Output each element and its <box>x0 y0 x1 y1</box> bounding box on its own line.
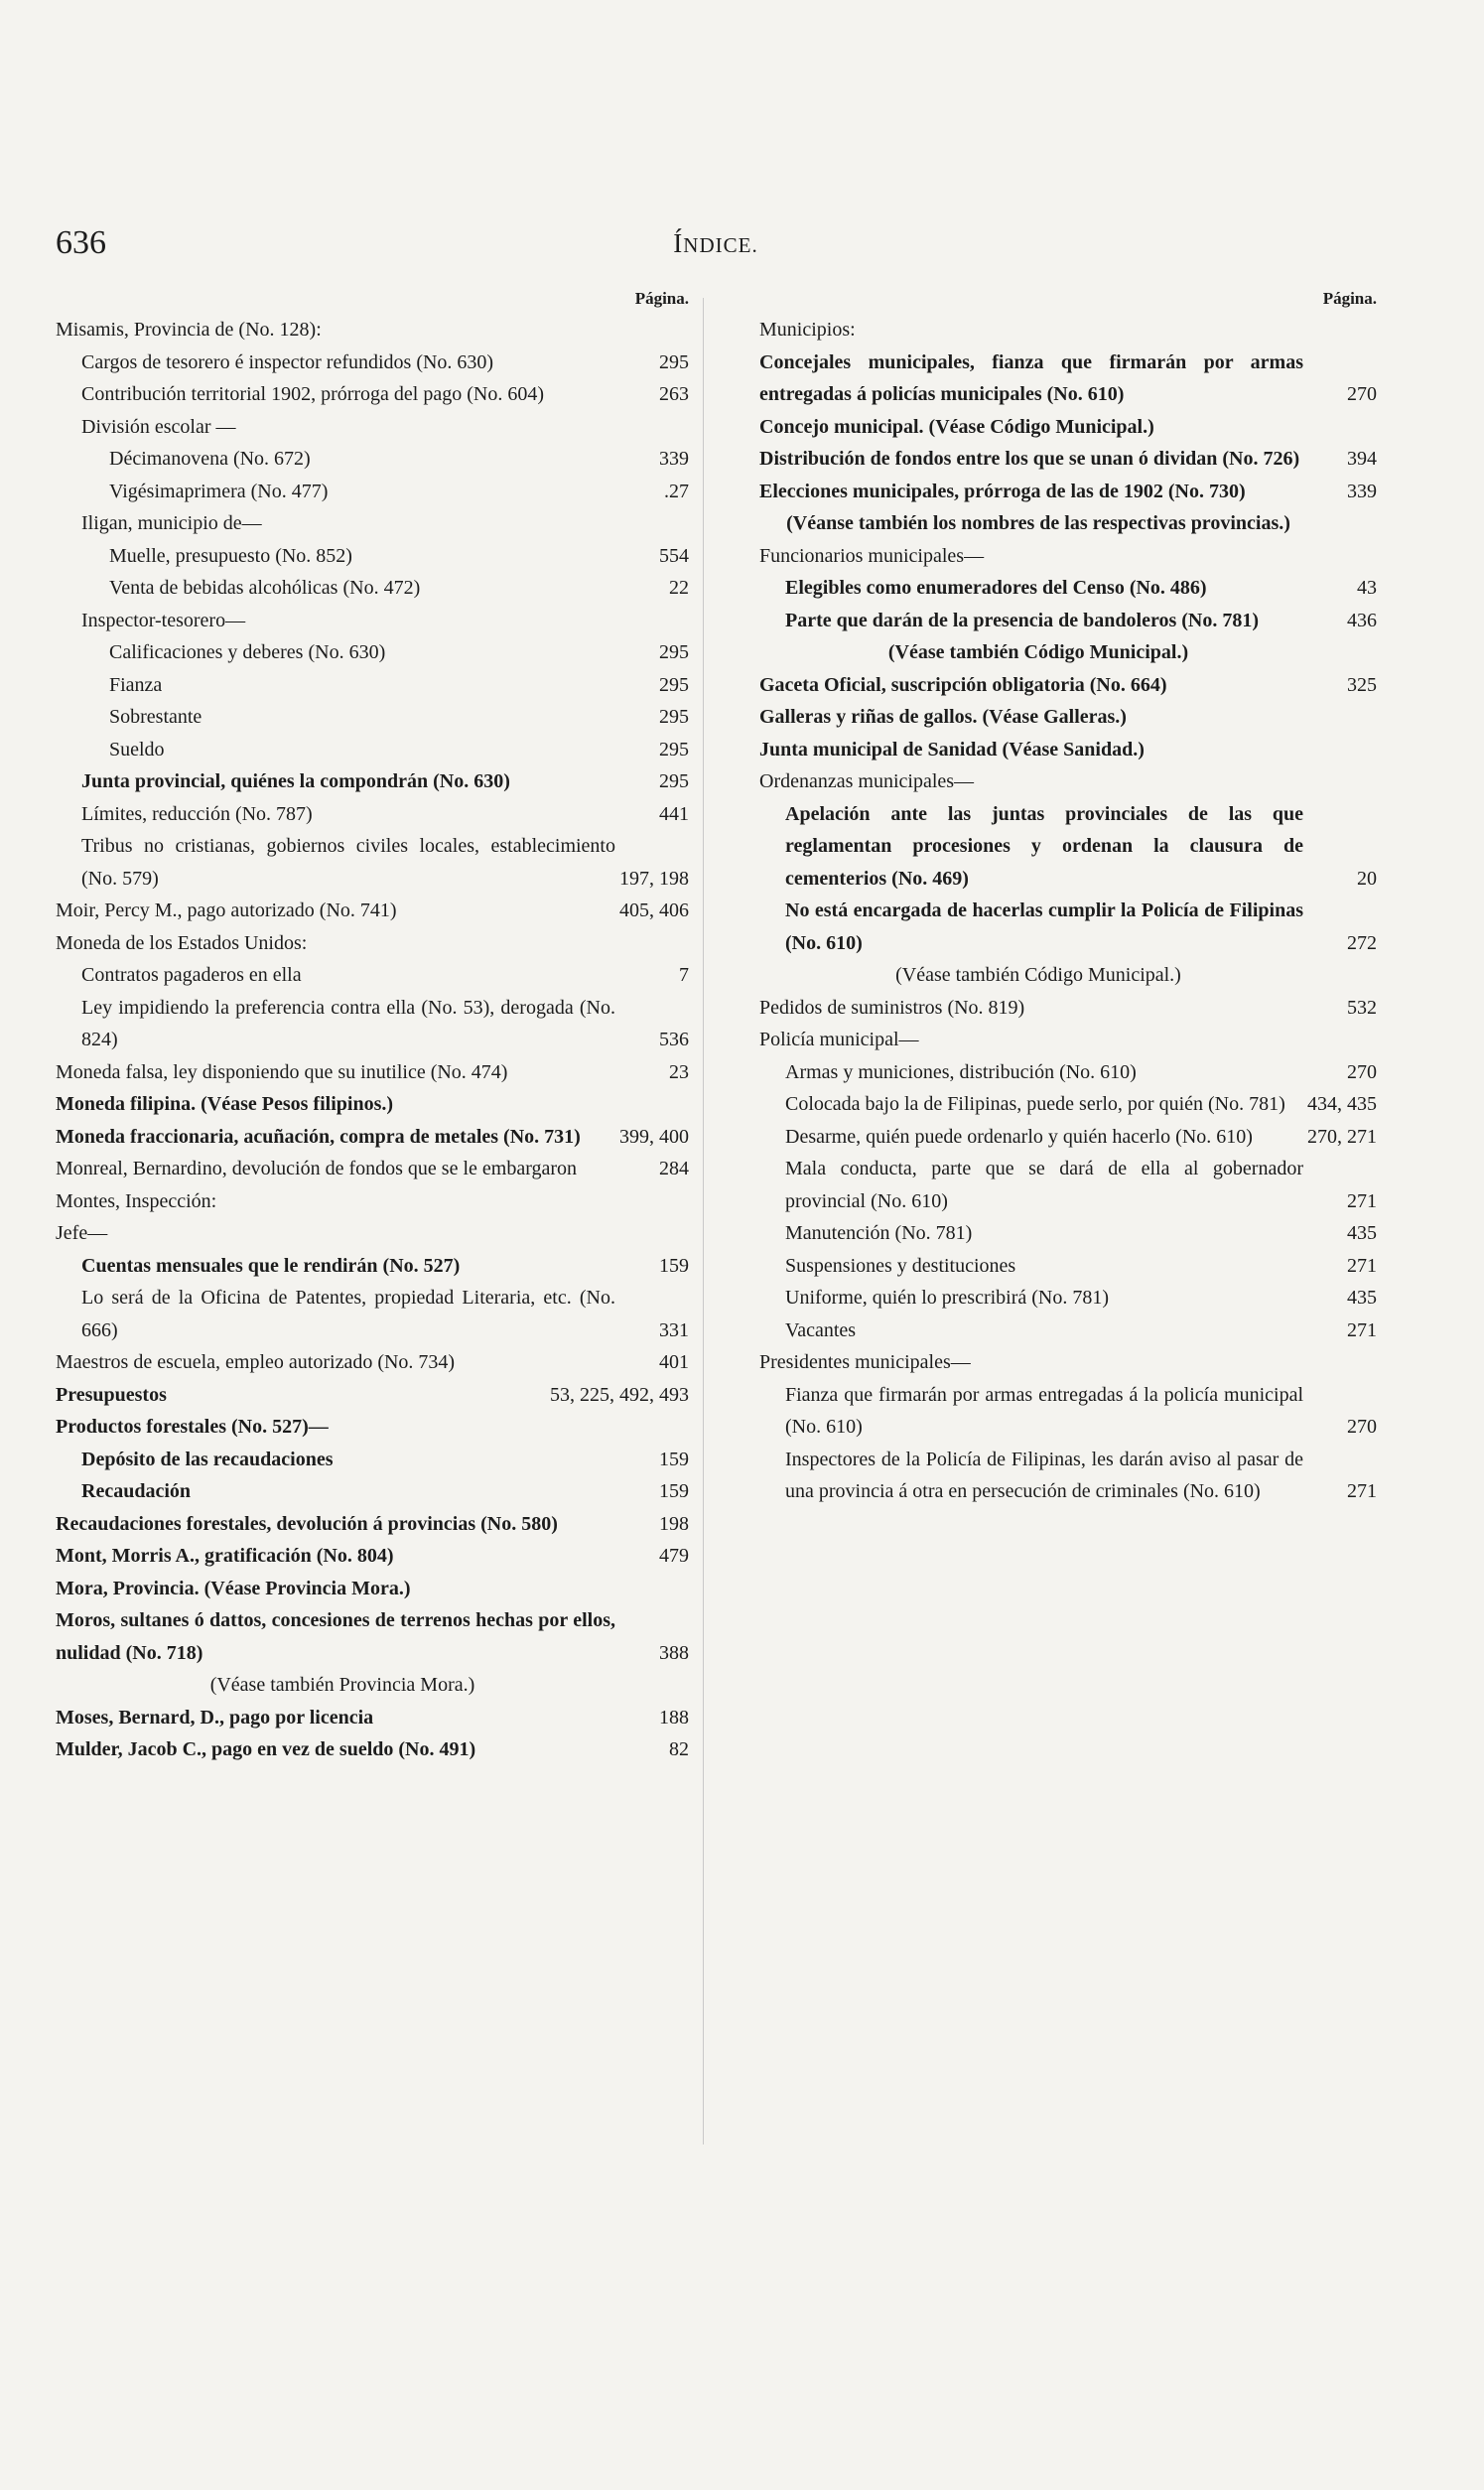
entry-text: Armas y municiones, distribución (No. 610) <box>785 1060 1137 1083</box>
entry-text: Ley impidiendo la preferencia contra ella (No. 53), derogada (No. 824) <box>81 996 615 1050</box>
index-entry <box>759 959 1377 992</box>
entry-text: Funcionarios municipales— <box>759 544 985 567</box>
entry-page-reference: 188 <box>659 1706 689 1729</box>
entry-text: Gaceta Oficial, suscripción obligatoria (No. 664) <box>759 673 1167 696</box>
entry-text: Contratos pagaderos en ella <box>81 964 302 986</box>
entry-page-reference: 331 <box>659 1318 689 1341</box>
index-entry <box>56 1702 689 1734</box>
entry-text: Policía municipal— <box>759 1029 919 1050</box>
entry-page-reference: 198 <box>659 1512 689 1535</box>
entry-text: Sobrestante <box>109 706 202 728</box>
index-entry <box>759 765 1377 798</box>
entry-text: Moneda falsa, ley disponiendo que su inutilice (No. 474) <box>56 1060 508 1083</box>
index-entry <box>759 1282 1377 1314</box>
entry-text: Elegibles como enumeradores del Censo (No. 486) <box>785 577 1207 599</box>
index-entry <box>56 507 689 540</box>
index-entry <box>56 1121 689 1154</box>
entry-text: Moros, sultanes ó dattos, concesiones de terrenos hechas por ellos, nulidad (No. 718) <box>56 1609 615 1664</box>
running-title <box>56 228 1376 259</box>
index-entry <box>759 346 1377 411</box>
entry-page-reference: 272 <box>1347 931 1377 954</box>
entry-page-reference: 270 <box>1347 1416 1377 1438</box>
entry-text: No está encargada de hacerlas cumplir la Policía de Filipinas (No. 610) <box>785 899 1303 954</box>
entry-page-reference: 401 <box>659 1351 689 1373</box>
index-entry <box>56 1185 689 1218</box>
entry-page-reference: 434, 435 <box>1307 1093 1377 1115</box>
entry-text: Moses, Bernard, D., pago por licencia <box>56 1706 374 1729</box>
index-entry <box>759 734 1377 766</box>
entry-text: Lo será de la Oficina de Patentes, propiedad Literaria, etc. (No. 666) <box>81 1287 615 1341</box>
entry-text: Monreal, Bernardino, devolución de fondos que se le embargaron <box>56 1158 578 1179</box>
entry-text: Cargos de tesorero é inspector refundidos (No. 630) <box>81 350 494 373</box>
index-entry <box>56 927 689 960</box>
entry-text: Mala conducta, parte que se dará de ella al gobernador provincial (No. 610) <box>785 1158 1303 1212</box>
left-column <box>56 284 689 1766</box>
entry-text: Contribución territorial 1902, prórroga del pago (No. 604) <box>81 383 544 405</box>
entry-page-reference: 388 <box>659 1641 689 1664</box>
entry-page-reference: 554 <box>659 544 689 567</box>
left-entry-list <box>56 314 689 1766</box>
index-entry <box>56 1444 689 1476</box>
entry-text: Inspectores de la Policía de Filipinas, les darán aviso al pasar de una provincia á otra en persecución de criminales (No. 610) <box>785 1448 1303 1502</box>
entry-text: Misamis, Provincia de (No. 128): <box>56 319 322 341</box>
index-entry <box>56 605 689 637</box>
entry-text: Maestros de escuela, empleo autorizado (No. 734) <box>56 1351 456 1373</box>
right-column <box>759 284 1377 1508</box>
entry-text: Inspector-tesorero— <box>81 609 246 631</box>
entry-text: Distribución de fondos entre los que se unan ó dividan (No. 726) <box>759 448 1300 470</box>
entry-page-reference: 22 <box>669 577 689 599</box>
cross-reference-text: (Véase también Código Municipal.) <box>895 964 1181 986</box>
entry-page-reference: 399, 400 <box>619 1125 689 1148</box>
entry-text: Décimanovena (No. 672) <box>109 448 311 470</box>
entry-text: Parte que darán de la presencia de bandoleros (No. 781) <box>785 609 1260 631</box>
entry-page-reference: 270 <box>1347 383 1377 405</box>
index-entry <box>56 701 689 734</box>
entry-page-reference: 325 <box>1347 673 1377 696</box>
entry-page-reference: 271 <box>1347 1480 1377 1502</box>
index-entry <box>56 895 689 927</box>
entry-text: Sueldo <box>109 738 165 761</box>
index-entry <box>56 1733 689 1766</box>
entry-page-reference: 270 <box>1347 1060 1377 1083</box>
entry-text: Depósito de las recaudaciones <box>81 1448 334 1470</box>
index-entry <box>759 1121 1377 1154</box>
index-entry <box>759 701 1377 734</box>
index-entry <box>759 1379 1377 1444</box>
index-entry <box>56 798 689 831</box>
entry-text: Jefe— <box>56 1222 108 1244</box>
left-column-heading: Página. <box>634 289 689 308</box>
index-entry <box>56 540 689 573</box>
entry-page-reference: 53, 225, 492, 493 <box>550 1383 689 1406</box>
entry-page-reference: 263 <box>659 383 689 405</box>
entry-text: Iligan, municipio de— <box>81 512 262 534</box>
entry-text: Montes, Inspección: <box>56 1189 217 1212</box>
index-entry <box>56 314 689 346</box>
entry-text: Junta provincial, quiénes la compondrán (No. 630) <box>81 770 510 792</box>
entry-page-reference: 159 <box>659 1254 689 1277</box>
entry-page-reference: 271 <box>1347 1189 1377 1212</box>
entry-page-reference: 295 <box>659 770 689 792</box>
index-entry <box>56 1573 689 1605</box>
entry-page-reference: 532 <box>1347 996 1377 1019</box>
entry-text: Moneda de los Estados Unidos: <box>56 931 308 954</box>
index-entry <box>759 411 1377 444</box>
index-entry <box>56 1540 689 1573</box>
entry-page-reference: 159 <box>659 1448 689 1470</box>
index-entry <box>759 443 1377 476</box>
entry-page-reference: 441 <box>659 802 689 825</box>
index-entry <box>759 1056 1377 1089</box>
entry-text: Galleras y riñas de gallos. (Véase Galleras.) <box>759 706 1127 728</box>
index-entry <box>56 1669 689 1702</box>
entry-text: Tribus no cristianas, gobiernos civiles locales, establecimiento (No. 579) <box>81 835 615 890</box>
index-entry <box>56 1217 689 1250</box>
entry-text: Calificaciones y deberes (No. 630) <box>109 641 386 663</box>
entry-text: Límites, reducción (No. 787) <box>81 802 313 825</box>
entry-page-reference: 405, 406 <box>619 899 689 921</box>
index-entry <box>56 443 689 476</box>
entry-text: Productos forestales (No. 527)— <box>56 1416 329 1438</box>
index-entry <box>56 959 689 992</box>
entry-text: Recaudación <box>81 1480 191 1502</box>
index-entry <box>759 669 1377 702</box>
entry-text: Colocada bajo la de Filipinas, puede serlo, por quién (No. 781) <box>785 1093 1285 1115</box>
right-entry-list <box>759 314 1377 1508</box>
entry-page-reference: 339 <box>1347 480 1377 502</box>
index-entry <box>56 636 689 669</box>
index-entry <box>56 572 689 605</box>
index-entry <box>56 1056 689 1089</box>
entry-text: Recaudaciones forestales, devolución á provincias (No. 580) <box>56 1512 558 1535</box>
entry-text: Desarme, quién puede ordenarlo y quién hacerlo (No. 610) <box>785 1125 1253 1148</box>
entry-text: Manutención (No. 781) <box>785 1222 973 1244</box>
entry-text: Presupuestos <box>56 1383 167 1406</box>
index-entry <box>759 572 1377 605</box>
index-entry <box>56 1088 689 1121</box>
entry-page-reference: 435 <box>1347 1222 1377 1244</box>
entry-page-reference: 295 <box>659 641 689 663</box>
entry-page-reference: 295 <box>659 738 689 761</box>
entry-page-reference: 295 <box>659 706 689 728</box>
cross-reference-text: (Véase también Provincia Mora.) <box>209 1674 475 1696</box>
index-entry <box>56 1346 689 1379</box>
column-divider <box>703 298 704 2144</box>
entry-text: Vacantes <box>785 1318 857 1341</box>
entry-text: Fianza que firmarán por armas entregadas á la policía municipal (No. 610) <box>785 1383 1303 1438</box>
entry-page-reference: 394 <box>1347 448 1377 470</box>
entry-text: Vigésimaprimera (No. 477) <box>109 480 329 502</box>
entry-page-reference: 339 <box>659 448 689 470</box>
index-entry <box>759 895 1377 959</box>
entry-text: Concejo municipal. (Véase Código Municipal.) <box>759 415 1154 438</box>
index-entry <box>56 765 689 798</box>
entry-page-reference: 436 <box>1347 609 1377 631</box>
entry-page-reference: 536 <box>659 1029 689 1050</box>
title-initial: Í <box>673 228 684 258</box>
entry-text: Suspensiones y destituciones <box>785 1254 1016 1277</box>
entry-page-reference: 271 <box>1347 1254 1377 1277</box>
entry-text: Cuentas mensuales que le rendirán (No. 527) <box>81 1254 461 1277</box>
entry-text: Apelación ante las juntas provinciales de las que reglamentan procesiones y ordenan la clausura de cementerios (No. 469) <box>785 802 1303 890</box>
entry-text: Mont, Morris A., gratificación (No. 804) <box>56 1545 394 1567</box>
cross-reference-text: (Véase también Código Municipal.) <box>887 641 1189 663</box>
entry-page-reference: 197, 198 <box>619 867 689 890</box>
index-entry <box>759 798 1377 896</box>
index-entry <box>56 1475 689 1508</box>
entry-text: Mulder, Jacob C., pago en vez de sueldo (No. 491) <box>56 1738 476 1760</box>
entry-text: Presidentes municipales— <box>759 1351 971 1373</box>
index-entry <box>56 1411 689 1444</box>
entry-text: Mora, Provincia. (Véase Provincia Mora.) <box>56 1577 411 1599</box>
entry-page-reference: 435 <box>1347 1287 1377 1309</box>
running-header <box>56 224 1376 264</box>
entry-text: Moneda fraccionaria, acuñación, compra de metales (No. 731) <box>56 1125 581 1148</box>
entry-page-reference: 271 <box>1347 1318 1377 1341</box>
entry-page-reference: 479 <box>659 1545 689 1567</box>
index-entry <box>56 669 689 702</box>
index-entry <box>759 507 1377 540</box>
index-entry <box>56 1604 689 1669</box>
index-entry <box>759 1250 1377 1283</box>
index-entry <box>759 540 1377 573</box>
index-entry <box>759 476 1377 508</box>
index-entry <box>759 1217 1377 1250</box>
index-entry <box>56 830 689 895</box>
entry-page-reference: 295 <box>659 673 689 696</box>
index-entry <box>56 1282 689 1346</box>
entry-page-reference: 159 <box>659 1480 689 1502</box>
entry-text: Pedidos de suministros (No. 819) <box>759 996 1025 1019</box>
index-entry <box>56 992 689 1056</box>
entry-text: Moneda filipina. (Véase Pesos filipinos.) <box>56 1093 394 1115</box>
index-entry <box>56 1379 689 1412</box>
entry-text: Junta municipal de Sanidad (Véase Sanidad.) <box>759 738 1145 761</box>
entry-text: División escolar — <box>81 415 236 438</box>
entry-text: Elecciones municipales, prórroga de las de 1902 (No. 730) <box>759 480 1246 502</box>
index-entry <box>759 1088 1377 1121</box>
index-entry <box>759 1153 1377 1217</box>
entry-page-reference: 20 <box>1357 867 1377 890</box>
entry-page-reference: 295 <box>659 350 689 373</box>
entry-page-reference: 270, 271 <box>1307 1125 1377 1148</box>
entry-page-reference: 7 <box>679 964 689 986</box>
entry-text: Venta de bebidas alcohólicas (No. 472) <box>109 577 421 599</box>
index-entry <box>759 314 1377 346</box>
index-entry <box>759 1314 1377 1347</box>
entry-page-reference: 82 <box>669 1738 689 1760</box>
entry-text: Moir, Percy M., pago autorizado (No. 741) <box>56 899 397 921</box>
index-entry <box>759 1024 1377 1056</box>
entry-text: Municipios: <box>759 319 856 341</box>
index-entry <box>56 1250 689 1283</box>
index-entry <box>759 992 1377 1025</box>
entry-page-reference: .27 <box>664 480 689 502</box>
page-number: 636 <box>56 224 106 261</box>
entry-text: Ordenanzas municipales— <box>759 770 975 792</box>
index-entry <box>56 378 689 411</box>
index-entry <box>759 636 1377 669</box>
index-entry <box>56 476 689 508</box>
index-entry <box>56 734 689 766</box>
title-rest: NDICE. <box>683 233 758 257</box>
entry-text: Concejales municipales, fianza que firmarán por armas entregadas á policías municipales (No. 610) <box>759 350 1303 405</box>
index-entry <box>759 1346 1377 1379</box>
index-entry <box>56 411 689 444</box>
right-column-heading: Página. <box>1322 289 1377 308</box>
cross-reference-text: (Véanse también los nombres de las respectivas provincias.) <box>786 512 1290 534</box>
index-entry <box>56 1153 689 1185</box>
index-entry <box>56 1508 689 1541</box>
entry-page-reference: 43 <box>1357 577 1377 599</box>
entry-page-reference: 284 <box>659 1158 689 1179</box>
entry-text: Uniforme, quién lo prescribirá (No. 781) <box>785 1287 1110 1309</box>
index-entry <box>759 605 1377 637</box>
index-entry <box>56 346 689 379</box>
entry-page-reference: 23 <box>669 1060 689 1083</box>
entry-text: Muelle, presupuesto (No. 852) <box>109 544 352 567</box>
entry-text: Fianza <box>109 673 163 696</box>
index-entry <box>759 1444 1377 1508</box>
